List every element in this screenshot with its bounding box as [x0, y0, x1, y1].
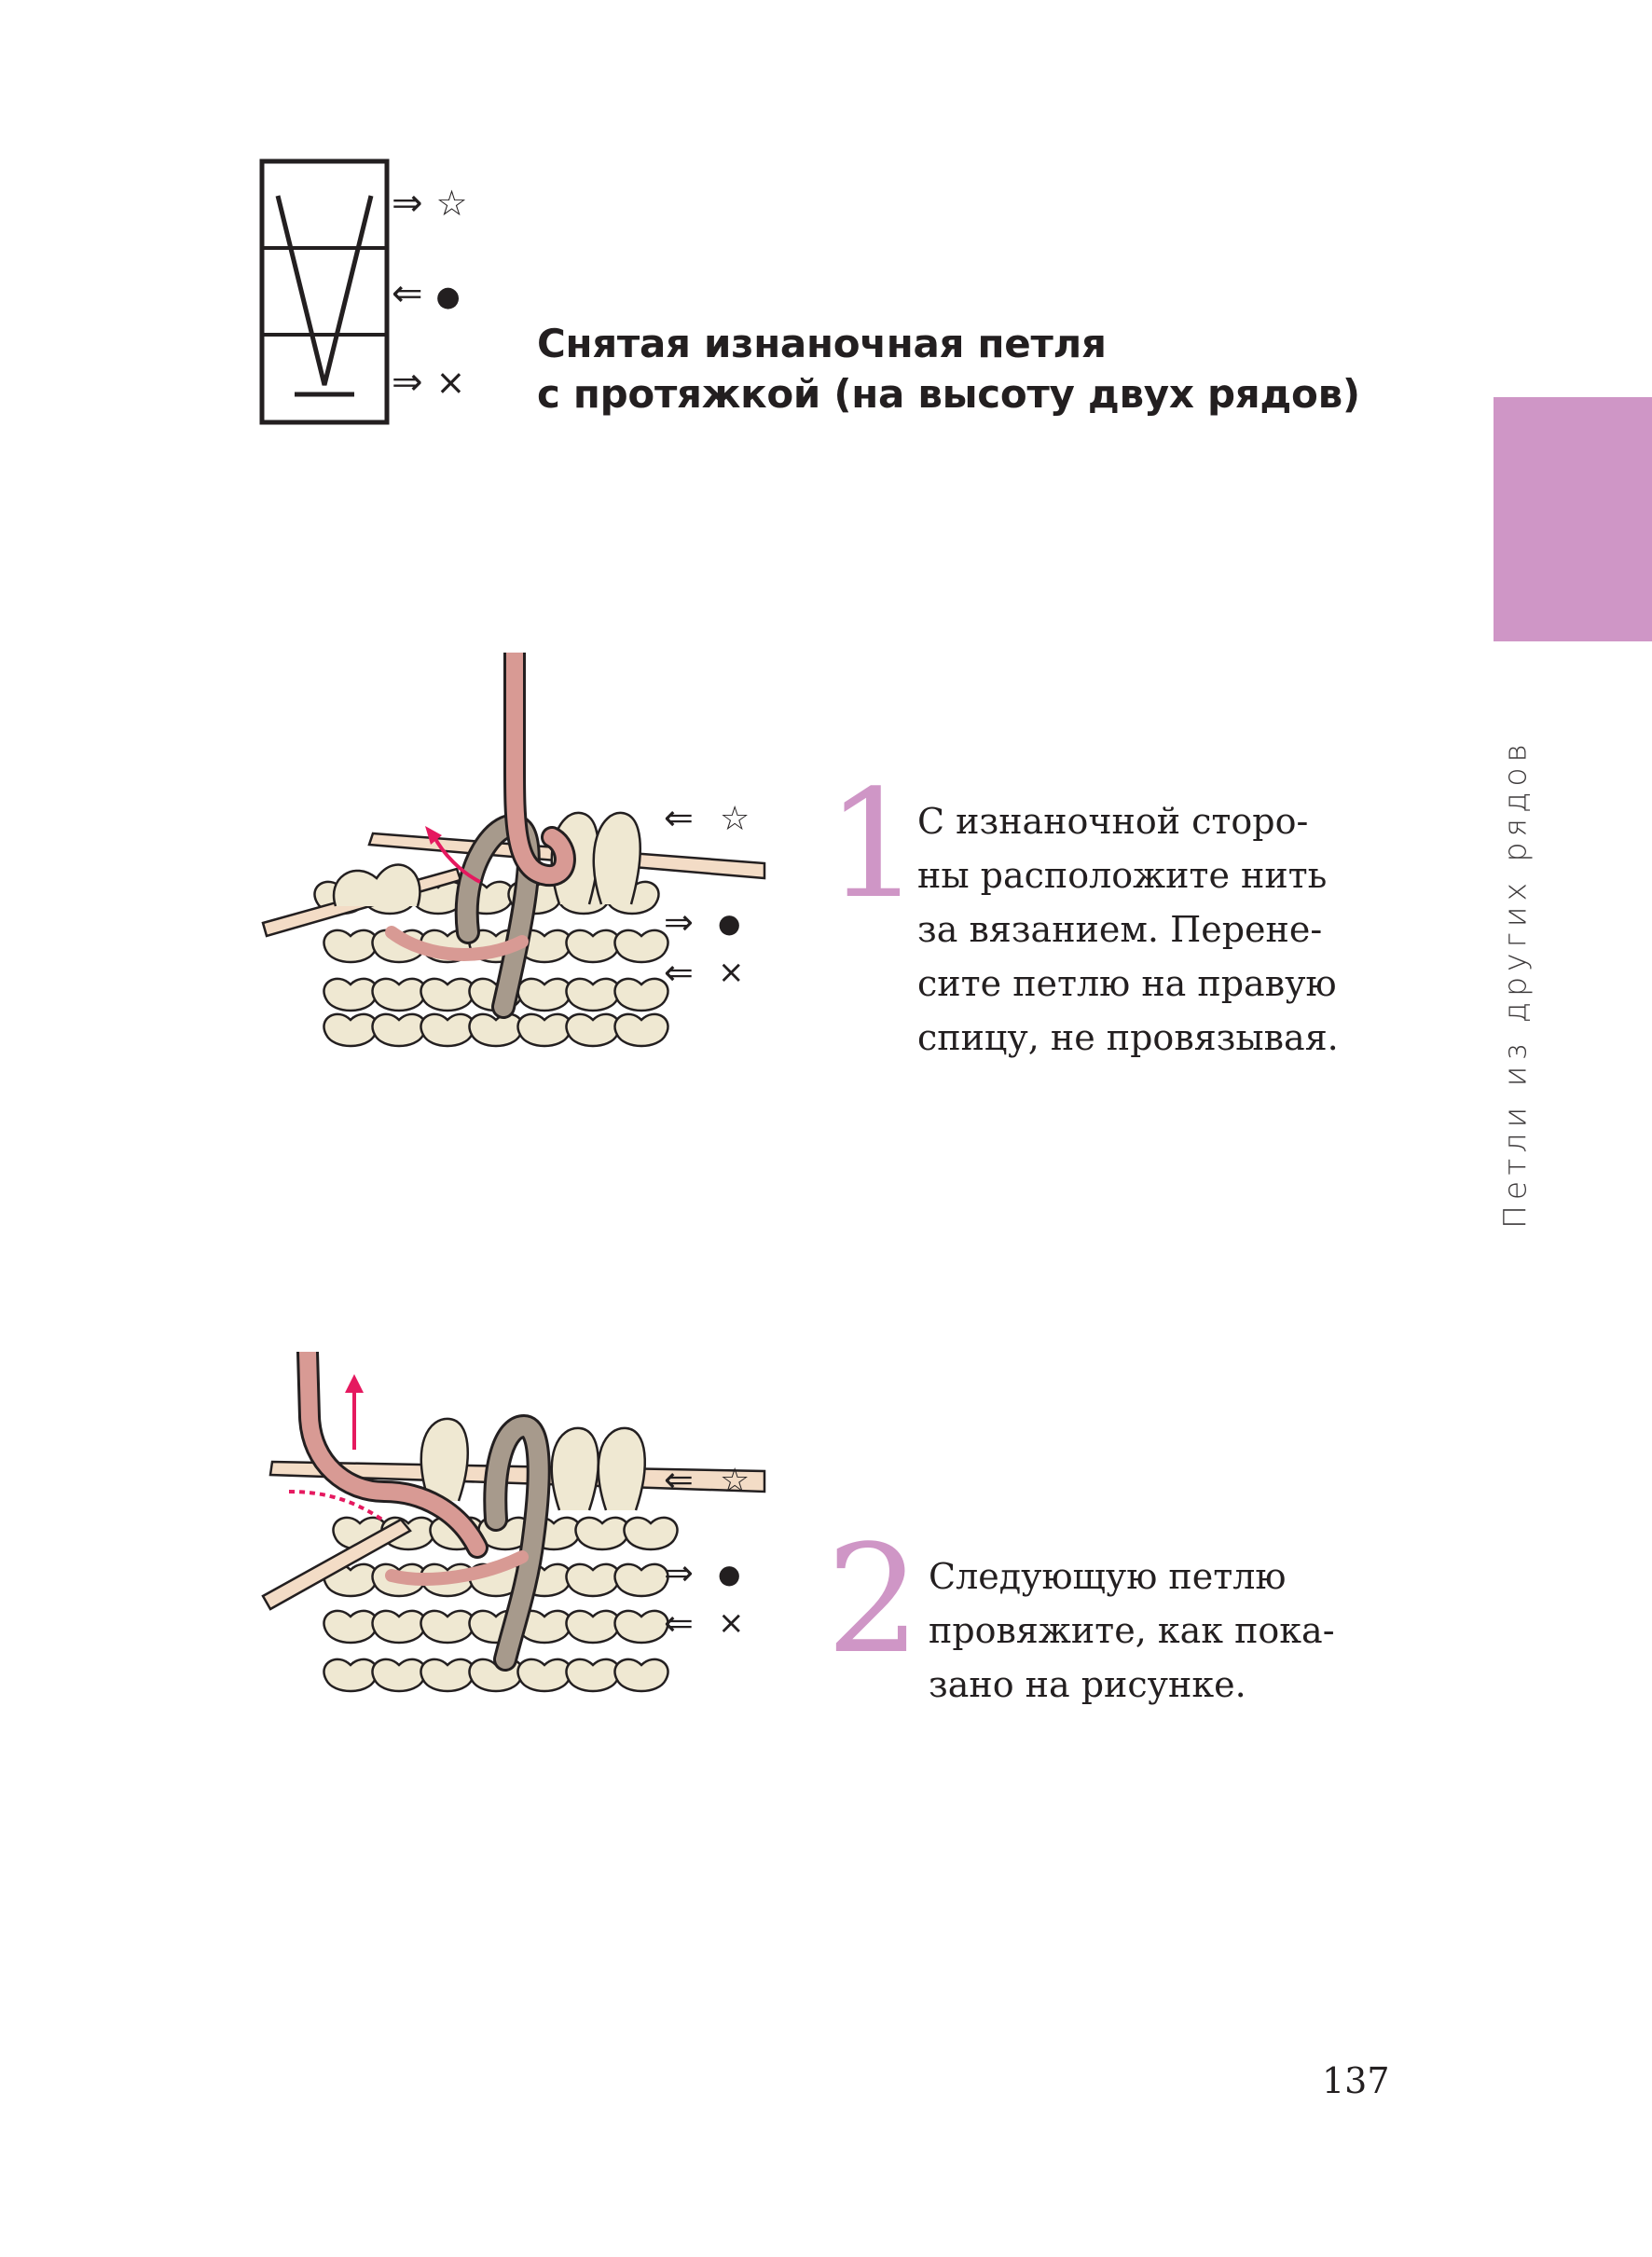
illus1-label-3-arrow: ⇐ [664, 952, 694, 993]
star-icon: ☆ [720, 1462, 750, 1500]
chart-legend-arrow-1: ⇒ [392, 182, 423, 225]
page-title-line-1: Снятая изнаночная петля [537, 321, 1107, 366]
section-label-text: Петли из других рядов [1496, 738, 1534, 1229]
chart-legend-arrow-2: ⇐ [392, 272, 423, 315]
illustration-step-1 [252, 653, 774, 1053]
illus1-label-2-arrow: ⇒ [664, 901, 694, 943]
cross-icon: × [435, 362, 466, 403]
page-title-line-2: с протяжкой (на высоту двух рядов) [537, 371, 1360, 417]
step-2-line: Следующую петлю [929, 1556, 1287, 1597]
chart-symbol [257, 157, 392, 427]
chart-legend-row-1 [392, 180, 494, 227]
step-1-line: С изнаночной сторо- [917, 801, 1309, 842]
star-icon: ☆ [435, 183, 468, 224]
cross-icon: × [718, 1604, 745, 1642]
section-label [1482, 738, 1548, 1229]
chart-legend-row-3 [392, 359, 494, 406]
step-1-line: спицу, не провязывая. [917, 1017, 1339, 1058]
chart-legend-row-2 [392, 270, 494, 317]
section-tab [1494, 397, 1652, 641]
step-2-line: провяжите, как пока- [929, 1610, 1335, 1651]
working-yarn [515, 653, 565, 875]
cross-icon: × [718, 954, 745, 991]
step-1-text [917, 794, 1339, 1065]
page-number: 137 [1322, 2060, 1390, 2101]
illus2-label-1-arrow: ⇐ [664, 1459, 694, 1500]
illus1-label-1-arrow: ⇐ [664, 797, 694, 838]
chart-legend-arrow-3: ⇒ [392, 361, 423, 404]
dot-icon: ● [435, 281, 461, 313]
illus2-label-2-arrow: ⇒ [664, 1552, 694, 1593]
step-1-line: сите петлю на правую [917, 963, 1337, 1004]
step-1-number: 1 [826, 757, 921, 931]
star-icon: ☆ [720, 800, 750, 838]
dot-icon: ● [718, 908, 741, 939]
step-1-line: ны расположите нить [917, 855, 1328, 896]
step-2-text [929, 1549, 1335, 1712]
step-1-line: за вязанием. Перене- [917, 909, 1323, 950]
step-2-number: 2 [826, 1512, 921, 1686]
step-2-line: зано на рисунке. [929, 1664, 1246, 1705]
page-title [537, 319, 1376, 420]
illustration-step-2 [252, 1352, 774, 1706]
illus2-label-3-arrow: ⇐ [664, 1603, 694, 1644]
dot-icon: ● [718, 1559, 741, 1590]
